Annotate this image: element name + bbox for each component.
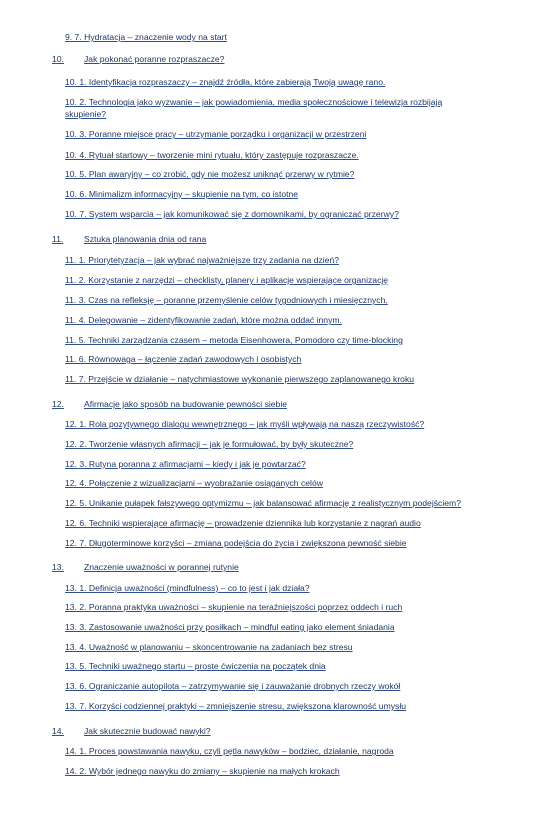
section-number[interactable]: 10. xyxy=(52,54,64,64)
toc-link[interactable]: 13. 5. Techniki uważnego startu – proste ćwiczenia na początek dnia xyxy=(65,661,326,671)
toc-link[interactable]: 11. 4. Delegowanie – zidentyfikowanie zadań, które można oddać innym. xyxy=(65,315,342,325)
toc-entry-13-1[interactable] xyxy=(0,582,552,594)
toc-entry-13-6[interactable] xyxy=(0,680,552,692)
toc-link[interactable]: 10. 1. Identyfikacja rozpraszaczy – znajdź źródła, które zabierają Twoją uwagę rano. xyxy=(65,77,386,87)
toc-link[interactable]: 14. 1. Proces powstawania nawyku, czyli pętla nawyków – bodziec, działanie, nagroda xyxy=(65,746,394,756)
toc-link[interactable]: 13. 4. Uważność w planowaniu – skoncentrowanie na zadaniach bez stresu xyxy=(65,642,353,652)
toc-link[interactable]: 10. 2. Technologia jako wyzwanie – jak powiadomienia, media społecznościowe i telewizja rozbijają skupienie? xyxy=(65,97,443,119)
toc-link[interactable]: 12. 3. Rutyna poranna z afirmacjami – kiedy i jak je powtarzać? xyxy=(65,459,306,469)
toc-entry-10-4[interactable] xyxy=(0,149,552,161)
toc-link[interactable]: 10. 6. Minimalizm informacyjny – skupienie na tym, co istotne xyxy=(65,189,299,199)
toc-entry-12-7[interactable] xyxy=(0,537,552,549)
toc-link[interactable]: 10. 4. Rytuał startowy – tworzenie mini rytuału, który zastępuje rozpraszacze. xyxy=(65,150,359,160)
toc-entry-10-6[interactable] xyxy=(0,188,552,200)
toc-link[interactable]: 12. 1. Rola pozytywnego dialogu wewnętrznego – jak myśli wpływają na naszą rzeczywistość? xyxy=(65,419,425,429)
toc-link[interactable]: 12. 4. Połączenie z wizualizacjami – wyobrażanie osiąganych celów xyxy=(65,478,323,488)
toc-entry-13-5[interactable] xyxy=(0,660,552,672)
toc-link[interactable]: 11. 6. Równowaga – łączenie zadań zawodowych i osobistych xyxy=(65,354,302,364)
toc-link[interactable]: 13. 6. Ograniczanie autopilota – zatrzymywanie się i zauważanie drobnych rzeczy wokół xyxy=(65,681,401,691)
toc-link[interactable]: 13. 3. Zastosowanie uważności przy posiłkach – mindful eating jako element śniadania xyxy=(65,622,395,632)
toc-entry-10-7[interactable] xyxy=(0,208,552,220)
section-title[interactable]: Jak pokonać poranne rozpraszacze? xyxy=(84,54,225,64)
toc-entry-12-2[interactable] xyxy=(0,438,552,450)
toc-entry-10-2[interactable] xyxy=(0,96,480,120)
toc-link[interactable]: 12. 7. Długoterminowe korzyści – zmiana podejścia do życia i zwiększona pewność siebie xyxy=(65,538,407,548)
toc-link[interactable]: 14. 2. Wybór jednego nawyku do zmiany – skupienie na małych krokach xyxy=(65,766,340,776)
section-number[interactable]: 12. xyxy=(52,399,64,409)
toc-entry-12-6[interactable] xyxy=(0,517,552,529)
toc-link[interactable]: 12. 2. Tworzenie własnych afirmacji – jak je formułować, by były skuteczne? xyxy=(65,439,354,449)
toc-link[interactable]: 11. 7. Przejście w działanie – natychmiastowe wykonanie pierwszego zaplanowanego kroku xyxy=(65,374,415,384)
toc-link[interactable]: 12. 5. Unikanie pułapek fałszywego optymizmu – jak balansować afirmację z realistycznym podejściem? xyxy=(65,498,461,508)
toc-entry-11-4[interactable] xyxy=(0,314,552,326)
toc-link[interactable]: 12. 6. Techniki wspierające afirmację – prowadzenie dziennika lub korzystanie z nagrań audio xyxy=(65,518,421,528)
toc-entry-12-1[interactable] xyxy=(0,418,552,430)
toc-entry-14-1[interactable] xyxy=(0,745,552,757)
toc-entry-13-7[interactable] xyxy=(0,700,552,712)
toc-entry-11-5[interactable] xyxy=(0,334,552,346)
section-title[interactable]: Jak skutecznie budować nawyki? xyxy=(84,726,211,736)
section-number[interactable]: 13. xyxy=(52,562,64,572)
toc-entry-13-3[interactable] xyxy=(0,621,552,633)
toc-entry-10-5[interactable] xyxy=(0,168,552,180)
toc-link[interactable]: 11. 2. Korzystanie z narzędzi – checklisty, planery i aplikacje wspierające organizację xyxy=(65,275,389,285)
toc-link[interactable]: 11. 5. Techniki zarządzania czasem – metoda Eisenhowera, Pomodoro czy time-blocking xyxy=(65,335,403,345)
toc-link[interactable]: 11. 1. Priorytetyzacja – jak wybrać najważniejsze trzy zadania na dzień? xyxy=(65,255,340,265)
toc-entry-10-1[interactable] xyxy=(0,76,552,88)
section-number[interactable]: 11. xyxy=(52,234,64,244)
toc-entry-12-4[interactable] xyxy=(0,477,552,489)
toc-link[interactable]: 13. 7. Korzyści codziennej praktyki – zmniejszenie stresu, zwiększona klarowność umysłu xyxy=(65,701,407,711)
toc-entry-13-2[interactable] xyxy=(0,601,552,613)
toc-entry-11-1[interactable] xyxy=(0,254,552,266)
toc-entry-12-5[interactable] xyxy=(0,497,552,509)
toc-link[interactable]: 11. 3. Czas na refleksję – poranne przemyślenie celów tygodniowych i miesięcznych. xyxy=(65,295,388,305)
toc-entry-11-3[interactable] xyxy=(0,294,552,306)
section-title[interactable]: Afirmacje jako sposób na budowanie pewności siebie xyxy=(84,399,288,409)
toc-entry-11-7[interactable] xyxy=(0,373,552,385)
toc-link[interactable]: 13. 1. Definicja uważności (mindfulness) – co to jest i jak działa? xyxy=(65,583,310,593)
toc-link[interactable]: 10. 3. Poranne miejsce pracy – utrzymanie porządku i organizacji w przestrzeni xyxy=(65,129,367,139)
toc-entry-11-2[interactable] xyxy=(0,274,552,286)
section-title[interactable]: Sztuka planowania dnia od rana xyxy=(84,234,207,244)
section-title[interactable]: Znaczenie uważności w porannej rutynie xyxy=(84,562,239,572)
toc-entry-13-4[interactable] xyxy=(0,641,552,653)
toc-link[interactable]: 13. 2. Poranna praktyka uważności – skupienie na teraźniejszości poprzez oddech i ruch xyxy=(65,602,403,612)
toc-link[interactable]: 9. 7. Hydratacja – znaczenie wody na start xyxy=(65,32,227,42)
toc-entry-14-2[interactable] xyxy=(0,765,552,777)
toc-entry-11-6[interactable] xyxy=(0,353,552,365)
section-number[interactable]: 14. xyxy=(52,726,64,736)
toc-entry-12-3[interactable] xyxy=(0,458,552,470)
toc-link[interactable]: 10. 7. System wsparcia – jak komunikować się z domownikami, by ograniczać przerwy? xyxy=(65,209,399,219)
toc-link[interactable]: 10. 5. Plan awaryjny – co zrobić, gdy nie możesz uniknąć przerwy w rytmie? xyxy=(65,169,355,179)
toc-entry-9-7[interactable] xyxy=(0,31,552,43)
toc-entry-10-3[interactable] xyxy=(0,128,552,140)
